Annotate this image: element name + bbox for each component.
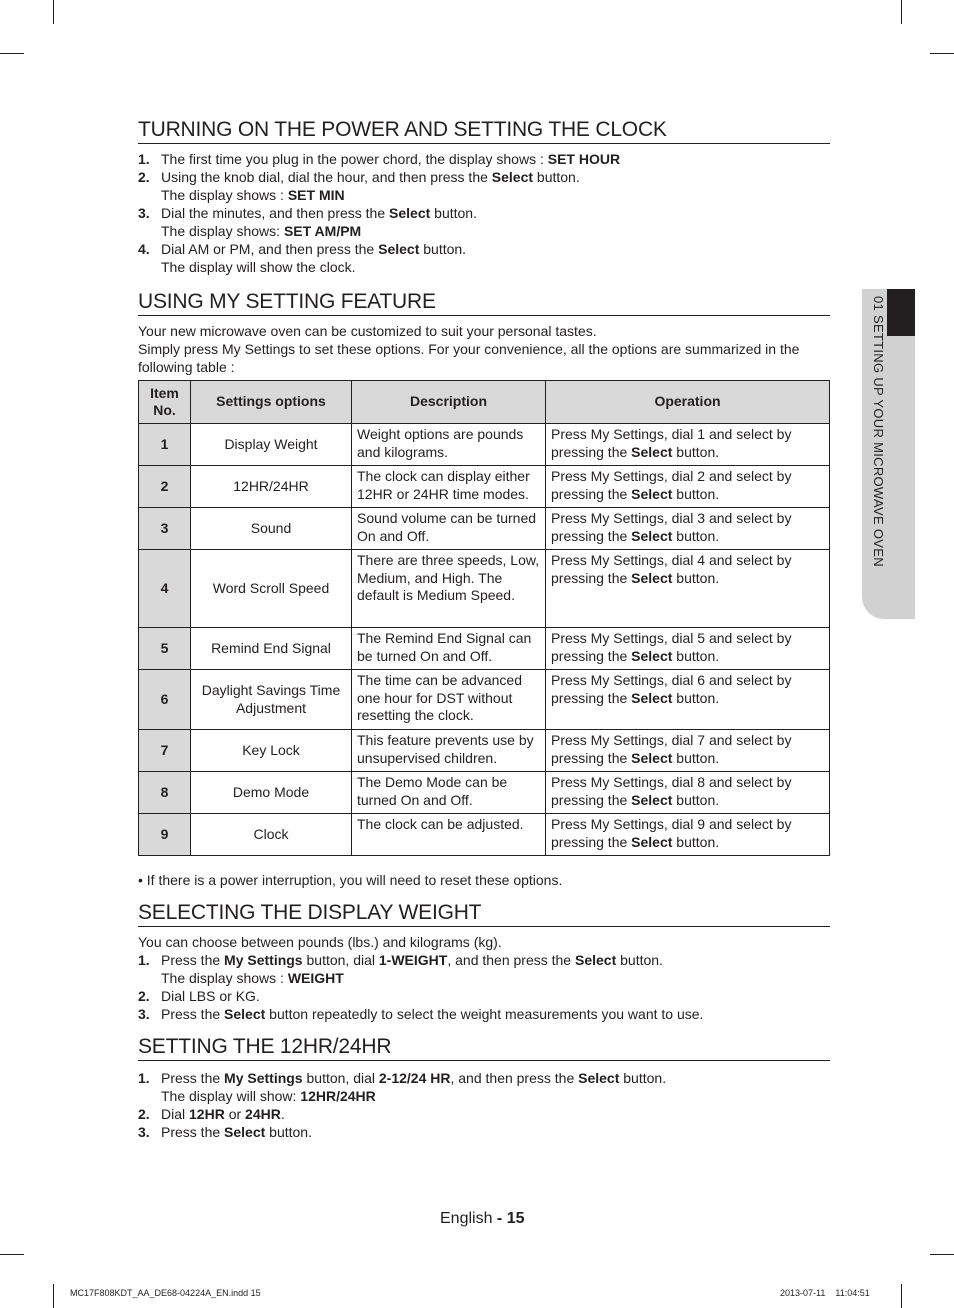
step-text: Press the [161,1070,225,1086]
step-subline [161,1087,830,1105]
operation-select-label: Select [631,791,673,808]
display-readout: SET MIN [287,187,345,203]
step-subline [161,969,830,987]
step-item [138,1123,830,1141]
step-bold-text: Select [574,952,617,968]
item-number: 5 [139,628,191,670]
step-number: 3. [138,1124,150,1140]
intro-line: Simply press My Settings to set these options. For your convenience, all the options are summarized in the following table : [138,341,800,375]
operation-text: Press My Settings, dial 4 and select by pressing the [551,552,792,586]
step-item [138,951,830,987]
setting-description: This feature prevents use by unsupervised children. [352,730,546,772]
page-language: English [440,1210,493,1227]
item-number: 8 [139,772,191,814]
setting-option: Daylight Savings Time Adjustment [191,670,352,730]
step-text: Using the knob dial, dial the hour, and then press the [161,169,492,185]
operation-text: button. [672,791,720,808]
page-number [440,1209,525,1229]
step-text: . [280,1106,285,1122]
step-subline [161,186,830,204]
column-header-item-no: Item No. [139,381,191,424]
setting-option: Clock [191,814,352,856]
step-number: 2. [138,169,150,185]
print-footer-timestamp: 2013-07-11 11:04:51 [780,1288,870,1298]
operation-text: Press My Settings, dial 5 and select by pressing the [551,630,792,664]
step-list [138,1069,830,1141]
table-row [139,772,830,814]
step-list [138,150,830,276]
step-item [138,240,830,276]
settings-table [138,380,830,856]
table-row [139,424,830,466]
setting-operation [546,550,830,628]
section-intro: You can choose between pounds (lbs.) and kilograms (kg). [138,934,502,950]
step-number: 1. [138,1070,150,1086]
crop-mark [930,1254,954,1255]
section-title: TURNING ON THE POWER AND SETTING THE CLOCK [138,118,830,144]
setting-option: 12HR/24HR [191,466,352,508]
print-footer-filename: MC17F808KDT_AA_DE68-04224A_EN.indd 15 [70,1288,261,1298]
item-number: 6 [139,670,191,730]
item-number: 2 [139,466,191,508]
operation-text: Press My Settings, dial 7 and select by pressing the [551,732,792,766]
item-number: 1 [139,424,191,466]
step-number: 1. [138,952,150,968]
step-list [138,951,830,1023]
operation-select-label: Select [631,443,673,460]
setting-operation [546,466,830,508]
operation-text: Press My Settings, dial 8 and select by pressing the [551,774,792,808]
step-subline: The display will show the clock. [161,259,356,275]
operation-select-label: Select [631,485,673,502]
setting-operation [546,628,830,670]
setting-operation [546,814,830,856]
operation-text: Press My Settings, dial 3 and select by pressing the [551,510,792,544]
step-bold-text: Select [224,1006,266,1022]
table-row [139,508,830,550]
item-number: 4 [139,550,191,628]
step-bold-text: 2-12/24 HR [378,1070,451,1086]
step-text: Press the [161,1006,225,1022]
step-item [138,168,830,204]
step-text: or [224,1106,246,1122]
chapter-side-tab-label: 01 SETTING UP YOUR MICROWAVE OVEN [871,296,886,567]
table-row [139,730,830,772]
setting-description: The time can be advanced one hour for DST without resetting the clock. [352,670,546,730]
crop-mark [53,0,54,24]
step-subline [161,222,830,240]
section-intro [138,322,830,376]
table-row [139,814,830,856]
operation-select-label: Select [631,833,673,850]
crop-mark [930,53,954,54]
operation-text: button. [672,485,720,502]
step-number: 1. [138,151,150,167]
intro-line: Your new microwave oven can be customized to suit your personal tastes. [138,323,597,339]
step-text: button. [265,1124,312,1140]
step-text: The display shows : [161,970,288,986]
step-text: Dial the minutes, and then press the [161,205,390,221]
operation-select-label: Select [631,569,673,586]
step-text: button. [533,169,580,185]
step-bold-text: Select [224,1124,266,1140]
operation-text: Press My Settings, dial 6 and select by pressing the [551,672,792,706]
display-readout: 12HR/24HR [300,1088,376,1104]
step-text: Press the [161,952,225,968]
setting-description: The Demo Mode can be turned On and Off. [352,772,546,814]
operation-text: button. [672,833,720,850]
step-number: 3. [138,205,150,221]
step-text: button. [616,952,663,968]
setting-operation [546,424,830,466]
setting-operation [546,772,830,814]
section-title: SETTING THE 12HR/24HR [138,1035,830,1061]
setting-description: Sound volume can be turned On and Off. [352,508,546,550]
operation-text: button. [672,569,720,586]
section-title: USING MY SETTING FEATURE [138,290,830,316]
setting-description: The Remind End Signal can be turned On and Off. [352,628,546,670]
page-number-value: 15 [506,1210,525,1227]
step-item [138,204,830,240]
step-text: Press the [161,1124,225,1140]
table-header-row [139,381,830,424]
step-bold-text: Select [491,169,534,185]
operation-text: button. [672,443,720,460]
step-item [138,1005,830,1023]
item-number: 7 [139,730,191,772]
step-item [138,987,830,1005]
display-readout: WEIGHT [287,970,344,986]
setting-option: Remind End Signal [191,628,352,670]
step-text: button. [430,205,477,221]
section-title: SELECTING THE DISPLAY WEIGHT [138,901,830,927]
step-text: The display will show: [161,1088,301,1104]
table-row [139,550,830,628]
step-text: The display shows : [161,187,288,203]
setting-operation [546,670,830,730]
setting-operation [546,508,830,550]
step-text: The display shows: [161,223,284,239]
step-text: The first time you plug in the power chord, the display shows : [161,151,548,167]
step-text: Dial AM or PM, and then press the [161,241,379,257]
page-separator: - [492,1210,507,1227]
operation-text: button. [672,689,720,706]
step-bold-text: My Settings [224,1070,303,1086]
step-number: 3. [138,1006,150,1022]
table-row [139,670,830,730]
section-setting-clock [138,118,830,276]
crop-mark [901,0,902,24]
step-text: Dial LBS or KG. [161,988,260,1004]
operation-select-label: Select [631,647,673,664]
operation-select-label: Select [631,749,673,766]
setting-option: Demo Mode [191,772,352,814]
step-number: 2. [138,1106,150,1122]
step-text: , and then press the [447,952,575,968]
page-content [138,118,830,1141]
step-bold-text: 1-WEIGHT [378,952,448,968]
operation-text: button. [672,749,720,766]
step-text: button. [419,241,467,257]
step-text: button, dial [302,952,379,968]
step-bold-text: 24HR [245,1106,281,1122]
section-12hr-24hr [138,1035,830,1141]
step-bold-text: My Settings [224,952,303,968]
table-body [139,424,830,856]
step-bold-text: 12HR [189,1106,225,1122]
setting-option: Sound [191,508,352,550]
chapter-side-tab-marker [887,289,915,336]
section-display-weight [138,901,830,1023]
table-row [139,628,830,670]
step-text: button repeatedly to select the weight measurements you want to use. [265,1006,704,1022]
operation-text: Press My Settings, dial 2 and select by pressing the [551,468,792,502]
step-bold-text: Select [389,205,431,221]
step-item [138,1105,830,1123]
crop-mark [0,1254,24,1255]
column-header-description: Description [352,381,546,424]
step-item [138,150,830,168]
step-bold-text: Select [378,241,420,257]
table-row [139,466,830,508]
power-interruption-note: • If there is a power interruption, you will need to reset these options. [138,872,563,888]
step-number: 2. [138,988,150,1004]
operation-text: button. [672,647,720,664]
step-text: Dial [161,1106,190,1122]
crop-mark [53,1284,54,1308]
operation-text: Press My Settings, dial 1 and select by pressing the [551,426,792,460]
setting-option: Key Lock [191,730,352,772]
setting-description: The clock can be adjusted. [352,814,546,856]
setting-option: Display Weight [191,424,352,466]
operation-text: Press My Settings, dial 9 and select by pressing the [551,816,792,850]
item-number: 9 [139,814,191,856]
section-my-settings [138,290,830,889]
setting-operation [546,730,830,772]
operation-text: button. [672,527,720,544]
item-number: 3 [139,508,191,550]
setting-description: Weight options are pounds and kilograms. [352,424,546,466]
operation-select-label: Select [631,527,673,544]
step-text: , and then press the [450,1070,579,1086]
step-number: 4. [138,241,150,257]
step-text: button, dial [302,1070,379,1086]
setting-option: Word Scroll Speed [191,550,352,628]
crop-mark [0,53,24,54]
operation-select-label: Select [631,689,673,706]
step-text: button. [619,1070,667,1086]
crop-mark [901,1284,902,1308]
step-bold-text: SET HOUR [547,151,621,167]
step-bold-text: Select [578,1070,620,1086]
column-header-settings-options: Settings options [191,381,352,424]
step-item [138,1069,830,1105]
column-header-operation: Operation [546,381,830,424]
display-readout: SET AM/PM [283,223,362,239]
setting-description: There are three speeds, Low, Medium, and High. The default is Medium Speed. [352,550,546,628]
setting-description: The clock can display either 12HR or 24HR time modes. [352,466,546,508]
